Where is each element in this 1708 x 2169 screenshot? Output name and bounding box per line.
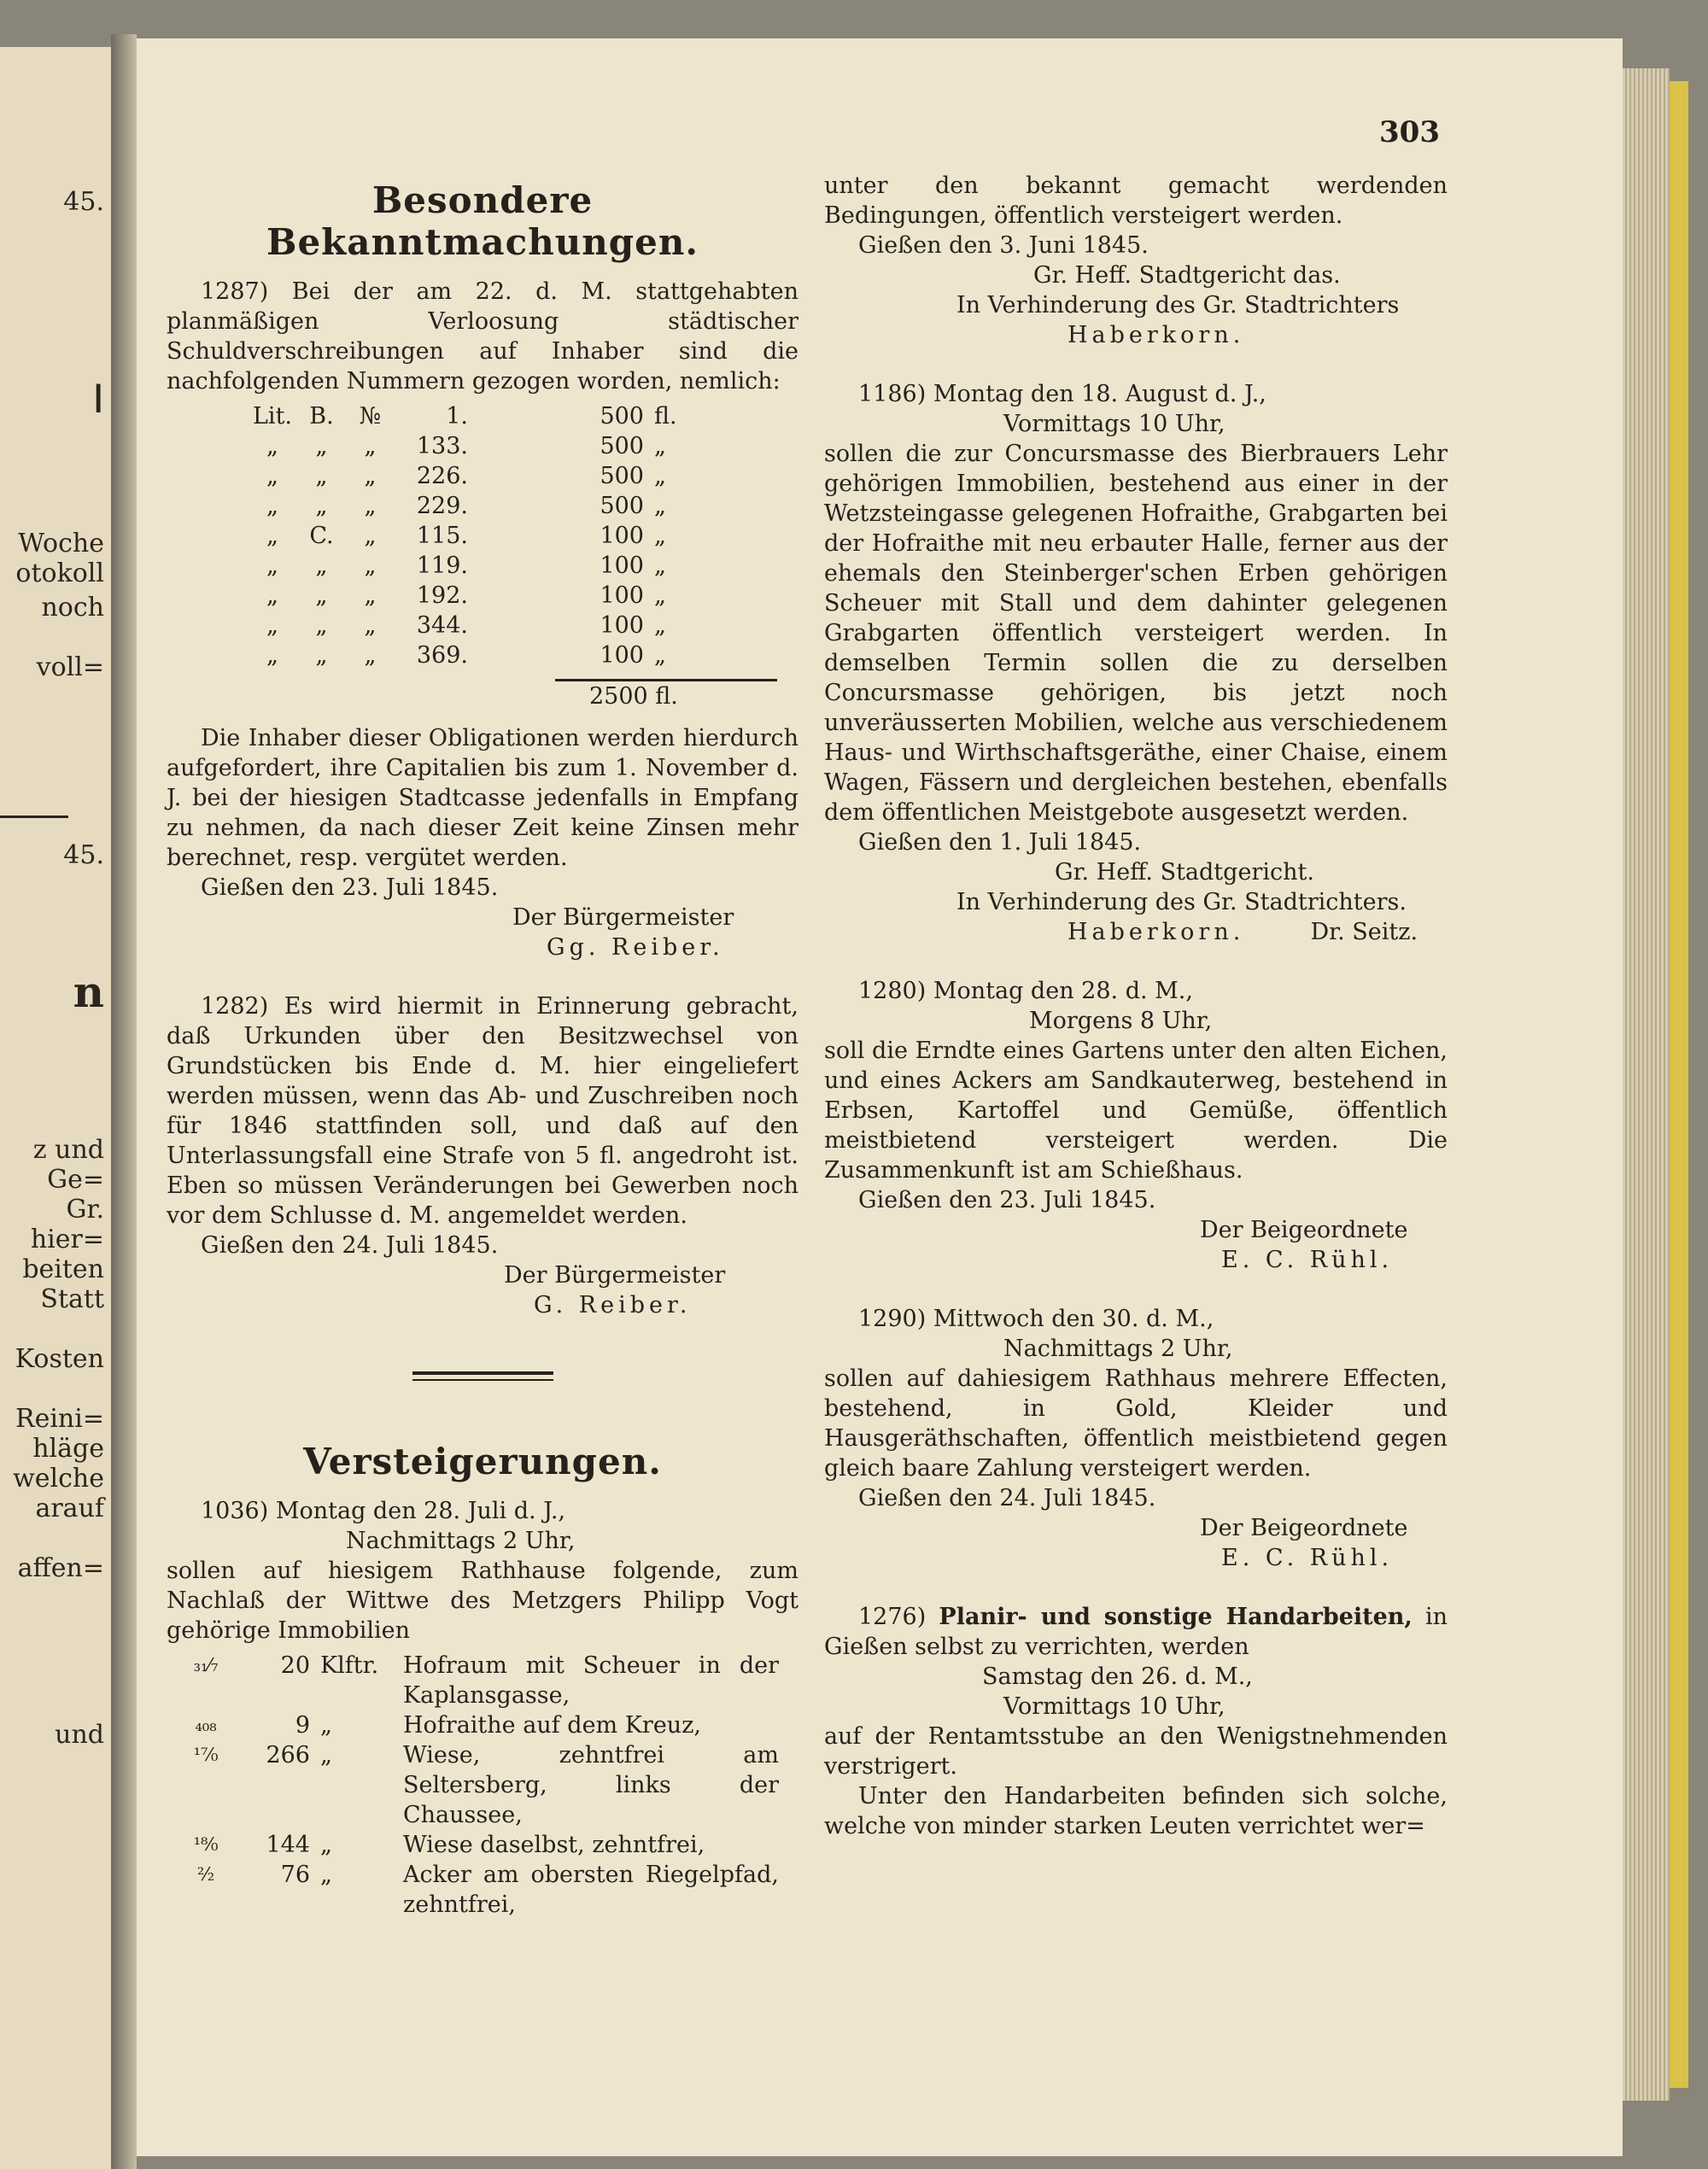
immobilien-table — [167, 1651, 784, 1920]
prev-page-fragment: hier= — [30, 1225, 104, 1254]
prev-page-fragment: ǀ — [92, 376, 104, 422]
series-code: „ — [315, 642, 328, 669]
notice-1282-body: 1282) Es wird hiermit in Erinnerung gebracht, daß Urkunden über den Besitzwechsel von Grundstücken bis Ende d. M. hier eingeliefert werden müssen, wenn das Ab- und Zuschreiben noch für 1846 stattfinden soll, und daß auf den Unterlassungsfall eine Strafe von 5 fl. angedroht ist. Eben so müssen Veränderungen bei Gewerben noch vor dem Schlusse d. M. angemeldet werden. — [167, 993, 798, 1229]
area: 20 — [280, 1652, 310, 1679]
drawn-number: 133. — [416, 433, 468, 459]
drawn-number: 226. — [416, 463, 468, 489]
drawn-number-row — [248, 582, 702, 612]
parcel-number: ¹⁸⁄₀ — [193, 1834, 219, 1855]
number-sign: „ — [364, 612, 377, 639]
prev-page-fragment: Kosten — [15, 1344, 104, 1374]
previous-page — [0, 47, 113, 2169]
signature-court: Gr. Heff. Stadtgericht das. — [1033, 262, 1341, 289]
description: Hofraithe auf dem Kreuz, — [403, 1712, 701, 1739]
notice-1276-body: auf der Rentamtsstube an den Wenigstnehmenden verstrigert. — [824, 1723, 1448, 1780]
area: 9 — [295, 1712, 310, 1739]
signature-name: E. C. Rühl. — [1221, 1545, 1394, 1571]
page-edges — [1623, 68, 1670, 2101]
prev-page-fragment: z und — [32, 1135, 104, 1165]
signature-name: E. C. Rühl. — [1221, 1247, 1394, 1273]
amount: 500 — [600, 463, 644, 489]
right-column — [824, 171, 1448, 1841]
prev-page-fragment: hläge — [32, 1434, 104, 1464]
series-letter: „ — [266, 433, 278, 459]
area: 76 — [280, 1862, 310, 1888]
series-letter: „ — [266, 552, 278, 579]
parcel-number: ²⁄₂ — [196, 1864, 215, 1885]
series-letter: „ — [266, 523, 278, 549]
drawn-number-row — [248, 523, 702, 552]
total-amount: 2500 fl. — [589, 683, 678, 710]
amount: 100 — [600, 552, 644, 579]
signature-name: Dr. Seitz. — [1310, 919, 1418, 945]
parcel-number: ¹⁷⁄₀ — [193, 1745, 219, 1765]
notice-1290-date: 1290) Mittwoch den 30. d. M., — [858, 1306, 1214, 1332]
number-sign: „ — [364, 642, 377, 669]
section-heading: Versteigerungen. — [303, 1441, 662, 1482]
parcel-number: ₃₁⁄₇ — [193, 1655, 219, 1675]
drawn-number: 119. — [416, 552, 468, 579]
series-code: „ — [315, 463, 328, 489]
prev-page-rule — [0, 816, 68, 818]
drawn-number: 115. — [416, 523, 468, 549]
drawn-number: 229. — [416, 493, 468, 519]
area-unit: „ — [320, 1742, 332, 1769]
drawn-number-row — [248, 552, 702, 582]
immobilie-row — [167, 1740, 784, 1830]
notice-number: 1276) — [858, 1604, 927, 1630]
notice-date: Gießen den 24. Juli 1845. — [201, 1232, 499, 1259]
drawn-number: 1. — [446, 403, 468, 430]
amount: 100 — [600, 582, 644, 609]
notice-1036-date: 1036) Montag den 28. Juli d. J., — [201, 1498, 566, 1524]
series-letter: „ — [266, 642, 278, 669]
number-sign: „ — [364, 493, 377, 519]
book-edge-yellow — [1670, 81, 1688, 2088]
prev-page-fragment: n — [73, 967, 104, 1017]
currency: „ — [654, 463, 666, 489]
series-code: „ — [315, 493, 328, 519]
notice-1280-date: 1280) Montag den 28. d. M., — [858, 978, 1193, 1004]
drawn-number: 344. — [416, 612, 468, 639]
prev-page-fragment: affen= — [17, 1553, 104, 1583]
series-code: „ — [315, 552, 328, 579]
series-letter: „ — [266, 493, 278, 519]
series-letter: Lit. — [253, 403, 292, 430]
area: 144 — [266, 1832, 310, 1858]
amount: 100 — [600, 642, 644, 669]
notice-1290-time: Nachmittags 2 Uhr, — [1003, 1336, 1233, 1362]
area: 266 — [266, 1742, 310, 1769]
left-column — [167, 171, 798, 1925]
notice-date: Gießen den 24. Juli 1845. — [858, 1485, 1156, 1511]
notice-1036-body: sollen auf hiesigem Rathhause folgende, zum Nachlaß der Wittwe des Metzgers Philipp Vogt gehörige Immobilien — [167, 1558, 798, 1644]
currency: „ — [654, 582, 666, 609]
number-sign: „ — [364, 433, 377, 459]
description: Acker am obersten Riegelpfad, zehntfrei, — [403, 1862, 779, 1918]
notice-1276-title: Planir- und sonstige Handarbeiten, — [939, 1604, 1413, 1630]
description: Wiese, zehntfrei am Seltersberg, links der Chaussee, — [403, 1742, 779, 1828]
currency: „ — [654, 433, 666, 459]
immobilie-row — [167, 1651, 784, 1710]
series-letter: „ — [266, 612, 278, 639]
signature-title: Der Bürgermeister — [504, 1262, 726, 1289]
notice-date: Gießen den 23. Juli 1845. — [201, 874, 499, 901]
notice-1276-body-2: Unter den Handarbeiten befinden sich solche, welche von minder starken Leuten verrichtet wer= — [824, 1783, 1448, 1839]
prev-page-fragment: Statt — [40, 1284, 104, 1314]
signature-title: In Verhinderung des Gr. Stadtrichters. — [956, 889, 1407, 915]
drawn-number-row — [248, 612, 702, 642]
area-unit: Klftr. — [320, 1652, 379, 1679]
notice-1280-body: soll die Erndte eines Gartens unter den alten Eichen, und eines Ackers am Sandkauterweg, bestehend in Erbsen, Kartoffel und Gemüße, öffentlich meistbietend versteigert werden. Die Zusammenkunft ist am Schießhaus. — [824, 1038, 1448, 1184]
area-unit: „ — [320, 1712, 332, 1739]
book-gutter — [111, 34, 137, 2169]
currency: „ — [654, 523, 666, 549]
drawn-number-row — [248, 463, 702, 493]
description: Wiese daselbst, zehntfrei, — [403, 1832, 705, 1858]
series-code: C. — [309, 523, 334, 549]
signature-name: Haberkorn. — [1068, 322, 1245, 348]
description: Hofraum mit Scheuer in der Kaplansgasse, — [403, 1652, 779, 1709]
currency: „ — [654, 612, 666, 639]
number-sign: № — [359, 403, 382, 430]
currency: „ — [654, 493, 666, 519]
notice-1186-date: 1186) Montag den 18. August d. J., — [858, 381, 1266, 407]
currency: fl. — [654, 403, 677, 430]
page-number: 303 — [1379, 115, 1440, 149]
immobilie-row — [167, 1830, 784, 1860]
notice-1036-time: Nachmittags 2 Uhr, — [346, 1528, 576, 1554]
notice-1287-body: Die Inhaber dieser Obligationen werden hierdurch aufgefordert, ihre Capitalien bis zum 1. November d. J. bei der hiesigen Stadtcasse jedenfalls in Empfang zu nehmen, da nach dieser Zeit keine Zinsen mehr berechnet, resp. vergütet werden. — [167, 725, 798, 871]
drawn-number-row — [248, 493, 702, 523]
prev-page-fragment: 45. — [63, 187, 104, 217]
number-sign: „ — [364, 582, 377, 609]
series-code: „ — [315, 582, 328, 609]
prev-page-fragment: arauf — [35, 1494, 104, 1523]
signature-title: Der Beigeordnete — [1200, 1217, 1408, 1243]
series-code: „ — [315, 612, 328, 639]
prev-page-fragment: 45. — [63, 840, 104, 870]
notice-1276-rest: in Gießen selbst zu verrichten, werden — [824, 1604, 1448, 1660]
prev-page-fragment: welche — [13, 1464, 104, 1494]
signature-names — [824, 917, 1448, 947]
notice-1186-time: Vormittags 10 Uhr, — [1003, 411, 1225, 437]
signature-court: Gr. Heff. Stadtgericht. — [1055, 859, 1314, 886]
prev-page-fragment: Woche — [18, 529, 104, 558]
drawn-number-row — [248, 433, 702, 463]
series-code: B. — [309, 403, 334, 430]
signature-name: G. Reiber. — [534, 1292, 692, 1318]
number-sign: „ — [364, 523, 377, 549]
prev-page-fragment: Ge= — [47, 1165, 104, 1195]
signature-title: Der Bürgermeister — [512, 904, 734, 931]
immobilie-row — [167, 1710, 784, 1740]
drawn-number: 192. — [416, 582, 468, 609]
area-unit: „ — [320, 1862, 332, 1888]
signature-name: Gg. Reiber. — [547, 934, 724, 961]
parcel-number: ₄₀₈ — [195, 1715, 217, 1735]
number-sign: „ — [364, 552, 377, 579]
amount: 500 — [600, 403, 644, 430]
notice-date: Gießen den 23. Juli 1845. — [858, 1187, 1156, 1213]
series-code: „ — [315, 433, 328, 459]
notice-date: Gießen den 3. Juni 1845. — [858, 232, 1149, 259]
prev-page-fragment: beiten — [22, 1254, 104, 1284]
series-letter: „ — [266, 463, 278, 489]
prev-page-fragment: otokoll — [15, 558, 104, 588]
prev-page-fragment: Reini= — [15, 1404, 104, 1434]
drawn-numbers-table — [248, 403, 702, 672]
prev-page-fragment: und — [55, 1720, 104, 1750]
notice-1280-time: Morgens 8 Uhr, — [1029, 1008, 1213, 1034]
notice-1290-body: sollen auf dahiesigem Rathhaus mehrere Effecten, bestehend, in Gold, Kleider und Hausgeräthschaften, öffentlich meistbietend gegen gleich baare Zahlung versteigert werden. — [824, 1365, 1448, 1482]
notice-1287-intro: 1287) Bei der am 22. d. M. stattgehabten planmäßigen Verloosung städtischer Schuldverschreibungen auf Inhaber sind die nachfolgenden Nummern gezogen worden, nemlich: — [167, 278, 798, 395]
series-letter: „ — [266, 582, 278, 609]
notice-1276-intro — [824, 1602, 1448, 1662]
immobilie-row — [167, 1860, 784, 1920]
drawn-number: 369. — [416, 642, 468, 669]
amount: 500 — [600, 493, 644, 519]
notice-1186-body: sollen die zur Concursmasse des Bierbrauers Lehr gehörigen Immobilien, bestehend aus einer in der Wetzsteingasse gelegenen Hofraithe, Grabgarten bei der Hofraithe mit neu erbauter Halle, ferner aus der ehemals den Steinberger'schen Erben gehörigen Scheuer mit Stall und dem dahinter gelegenen Grabgarten öffentlich versteigert werden. In demselben Termin sollen die zu derselben Concursmasse gehörigen, bis jetzt noch unveräusserten Mobilien, welche aus verschiedenem Haus- und Wirthschaftsgeräthe, einer Chaise, einem Wagen, Fässern und dergleichen bestehen, ebenfalls dem öffentlichen Meistgebote ausgesetzt werden. — [824, 441, 1448, 826]
amount: 100 — [600, 523, 644, 549]
notice-1276-date: Samstag den 26. d. M., — [982, 1663, 1253, 1690]
notice-date: Gießen den 1. Juli 1845. — [858, 829, 1142, 856]
amount: 100 — [600, 612, 644, 639]
currency: „ — [654, 642, 666, 669]
continued-body: unter den bekannt gemacht werdenden Bedingungen, öffentlich versteigert werden. — [824, 172, 1448, 229]
amount: 500 — [600, 433, 644, 459]
area-unit: „ — [320, 1832, 332, 1858]
number-sign: „ — [364, 463, 377, 489]
signature-name: Haberkorn. — [1068, 919, 1245, 945]
currency: „ — [654, 552, 666, 579]
drawn-number-row — [248, 403, 702, 433]
section-divider — [412, 1371, 553, 1381]
notice-1276-time: Vormittags 10 Uhr, — [1003, 1693, 1225, 1720]
signature-title: In Verhinderung des Gr. Stadtrichters — [956, 292, 1400, 319]
prev-page-fragment: noch — [41, 593, 104, 623]
drawn-number-row — [248, 642, 702, 672]
section-heading: Besondere Bekanntmachungen. — [266, 179, 699, 263]
prev-page-fragment: voll= — [36, 652, 104, 682]
signature-title: Der Beigeordnete — [1200, 1515, 1408, 1541]
prev-page-fragment: Gr. — [66, 1195, 104, 1225]
